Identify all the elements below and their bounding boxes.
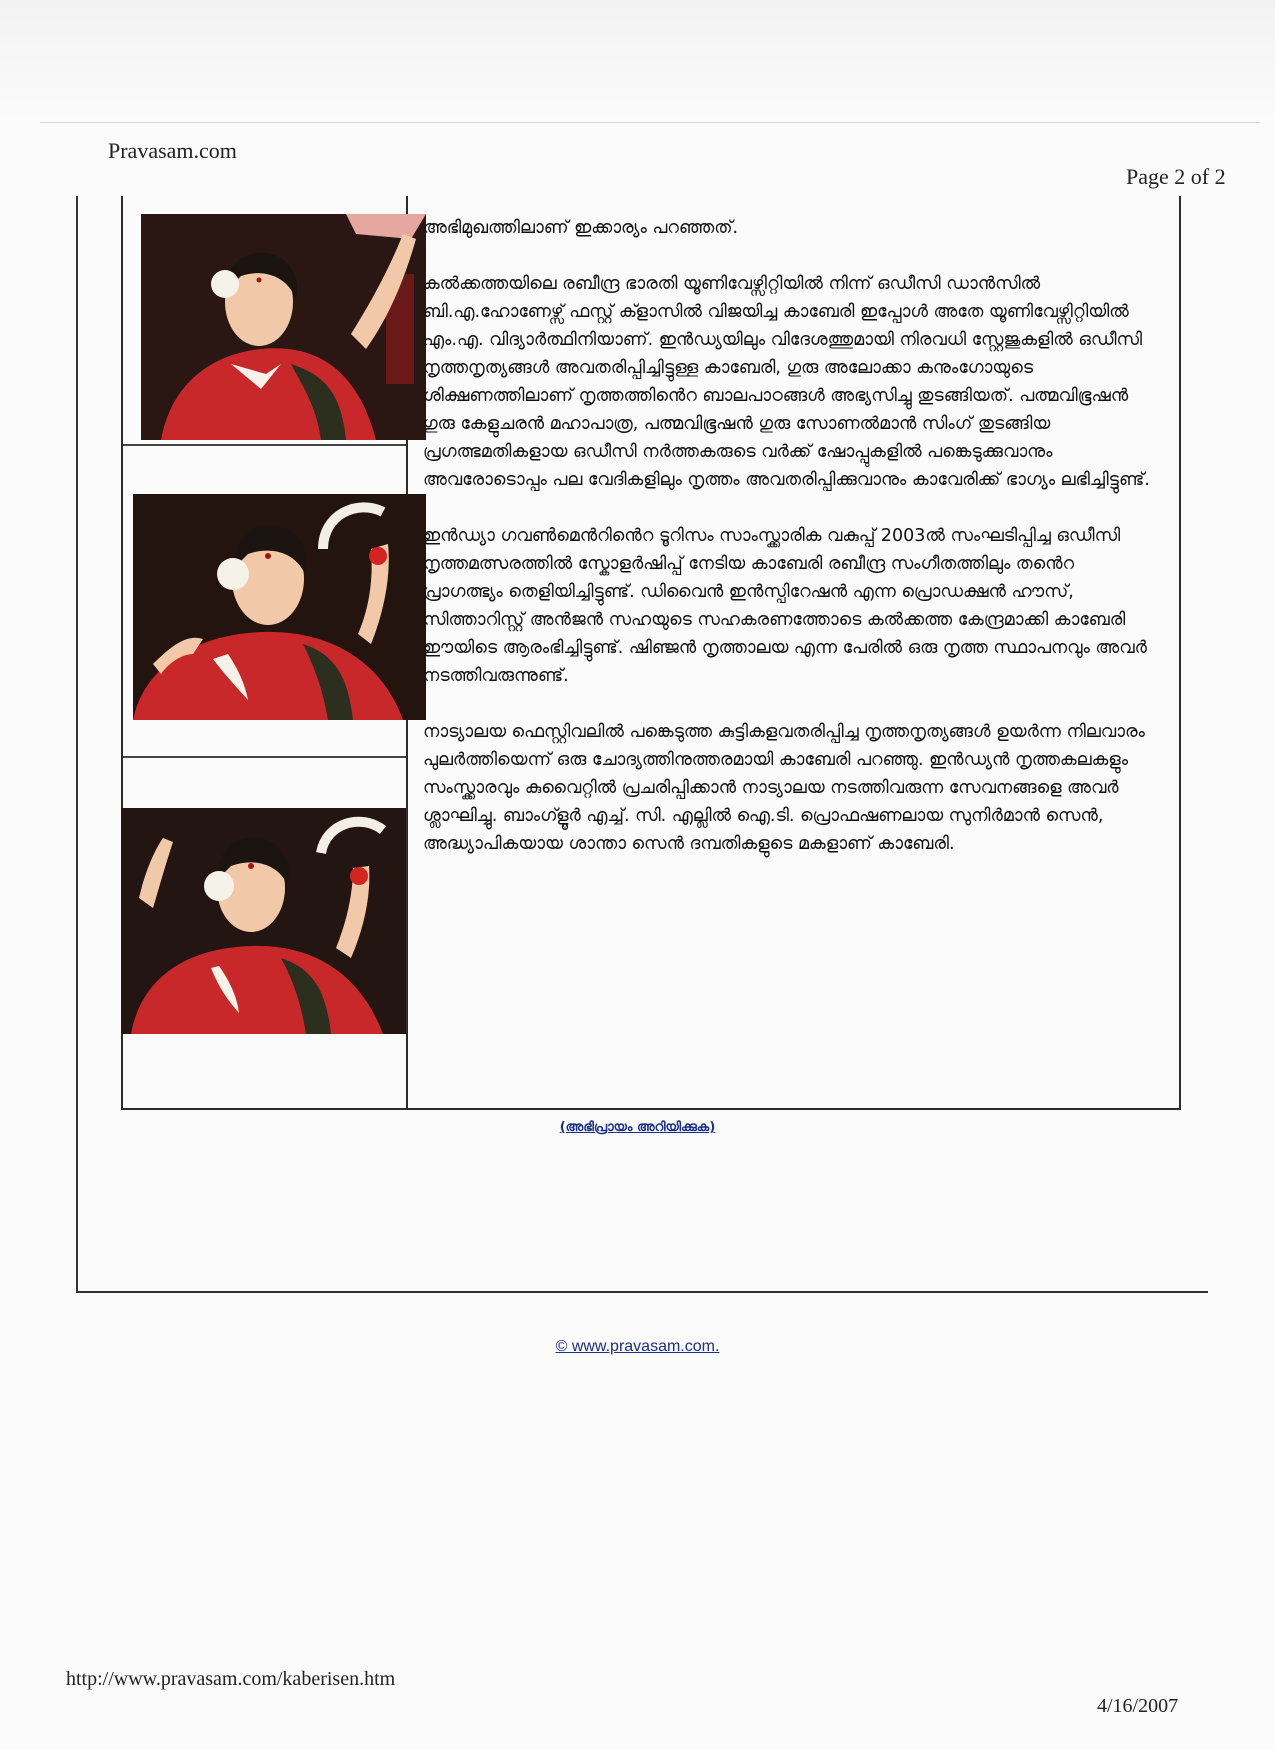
site-name: Pravasam.com (108, 138, 237, 163)
photo-cell (123, 758, 406, 1108)
copyright-link[interactable]: © www.pravasam.com. (555, 1338, 720, 1355)
feedback-link[interactable]: (അഭിപ്രായം അറിയിക്കുക) (559, 1120, 716, 1135)
photo-cell (123, 196, 406, 446)
article-paragraph: നാട്യാലയ ഫെസ്റ്റിവലിൽ പങ്കെടുത്ത കുട്ടികളവതരിപ്പിച്ച നൃത്തനൃത്യങ്ങൾ ഉയർന്ന നിലവാരം പുലർത്തിയെന്ന് ഒരു ചോദ്യത്തിനുത്തരമായി കാബേരി പറഞ്ഞു. ഇൻഡ്യൻ നൃത്തകലകളും സംസ്ക്കാരവും കുവൈറ്റിൽ പ്രചരിപ്പിക്കാൻ നാട്യാലയ നടത്തിവരുന്ന സേവനങ്ങളെ അവർ ശ്ലാഘിച്ചു. ബാംഗ്ളൂർ എച്ച്. സി. എല്ലിൽ ഐ.ടി. പ്രൊഫഷണലായ സുനിർമാൻ സെൻ, അദ്ധ്യാപികയായ ശാന്താ സെൻ ദമ്പതികളുടെ മകളാണ് കാബേരി. (423, 722, 1145, 854)
dancer-photo-3 (121, 808, 406, 1034)
scan-background (0, 0, 1275, 120)
dancer-photo-2 (133, 494, 426, 720)
article-text (423, 214, 1158, 886)
article-box (121, 196, 1181, 1110)
article-paragraph: കൽക്കത്തയിലെ രബീന്ദ്ര ഭാരതി യൂണിവേഴ്സിറ്റിയിൽ നിന്ന് ഒഡീസി ഡാൻസിൽ ബി.എ.ഹോണേഴ്സ് ഫസ്റ്റ് ക്ളാസിൽ വിജയിച്ച കാബേരി ഇപ്പോൾ അതേ യൂണിവേഴ്സിറ്റിയിൽ എം.എ. വിദ്യാർത്ഥിനിയാണ്. ഇൻഡ്യയിലും വിദേശത്തുമായി നിരവധി സ്റ്റേജുകളിൽ ഒഡീസി നൃത്തനൃത്യങ്ങൾ അവതരിപ്പിച്ചിട്ടുള്ള കാബേരി, ഗുരു അലോക്കാ കനുംഗോയുടെ ശിക്ഷണത്തിലാണ് നൃത്തത്തിൻെറ ബാലപാഠങ്ങൾ അഭ്യസിച്ചു തുടങ്ങിയത്. പത്മവിഭൂഷൻ ഗുരു കേളുചരൻ മഹാപാത്ര, പത്മവിഭൂഷൻ ഗുരു സോണൽമാൻ സിംഗ് തുടങ്ങിയ പ്രഗത്ഭമതികളായ ഒഡീസി നർത്തകരുടെ വർക്ക് ഷോപ്പുകളിൽ പങ്കെടുക്കുവാനും അവരോടൊപ്പം പല വേദികളിലും നൃത്തം അവതരിപ്പിക്കുവാനും കാവേരിക്ക് ഭാഗ്യം ലഭിച്ചിട്ടുണ്ട്. (423, 274, 1150, 490)
page-indicator: Page 2 of 2 (1126, 164, 1226, 189)
outer-frame-bottom-rule (76, 1291, 1208, 1293)
sheet-top-edge (40, 122, 1260, 123)
article-paragraph: അഭിമുഖത്തിലാണ് ഇക്കാര്യം പറഞ്ഞത്. (423, 218, 739, 238)
article-paragraph: ഇൻഡ്യാ ഗവൺമെൻറിൻെറ ടൂറിസം സാംസ്ക്കാരിക വകുപ്പ് 2003ൽ സംഘടിപ്പിച്ച ഒഡീസി നൃത്തമത്സരത്തിൽ സ്കോളർഷിപ്പ് നേടിയ കാബേരി രബീന്ദ്ര സംഗീതത്തിലും തൻെറ പ്രാഗത്ഭ്യം തെളിയിച്ചിട്ടുണ്ട്. ഡിവൈൻ ഇൻസ്പിറേഷൻ എന്ന പ്രൊഡക്ഷൻ ഹൗസ്, സിത്താറിസ്റ്റ് അൻജൻ സഹയുടെ സഹകരണത്തോടെ കൽക്കത്ത കേന്ദ്രമാക്കി കാബേരി ഈയിടെ ആരംഭിച്ചിട്ടുണ്ട്. ഷിഞ്ജൻ നൃത്താലയ എന്ന പേരിൽ ഒരു നൃത്ത സ്ഥാപനവും അവർ നടത്തിവരുന്നുണ്ട്. (423, 526, 1147, 686)
print-url: http://www.pravasam.com/kaberisen.htm (66, 1668, 396, 1690)
print-date: 4/16/2007 (1097, 1695, 1179, 1717)
photo-column (123, 196, 408, 1108)
dancer-photo-1 (141, 214, 426, 440)
photo-cell (123, 446, 406, 758)
